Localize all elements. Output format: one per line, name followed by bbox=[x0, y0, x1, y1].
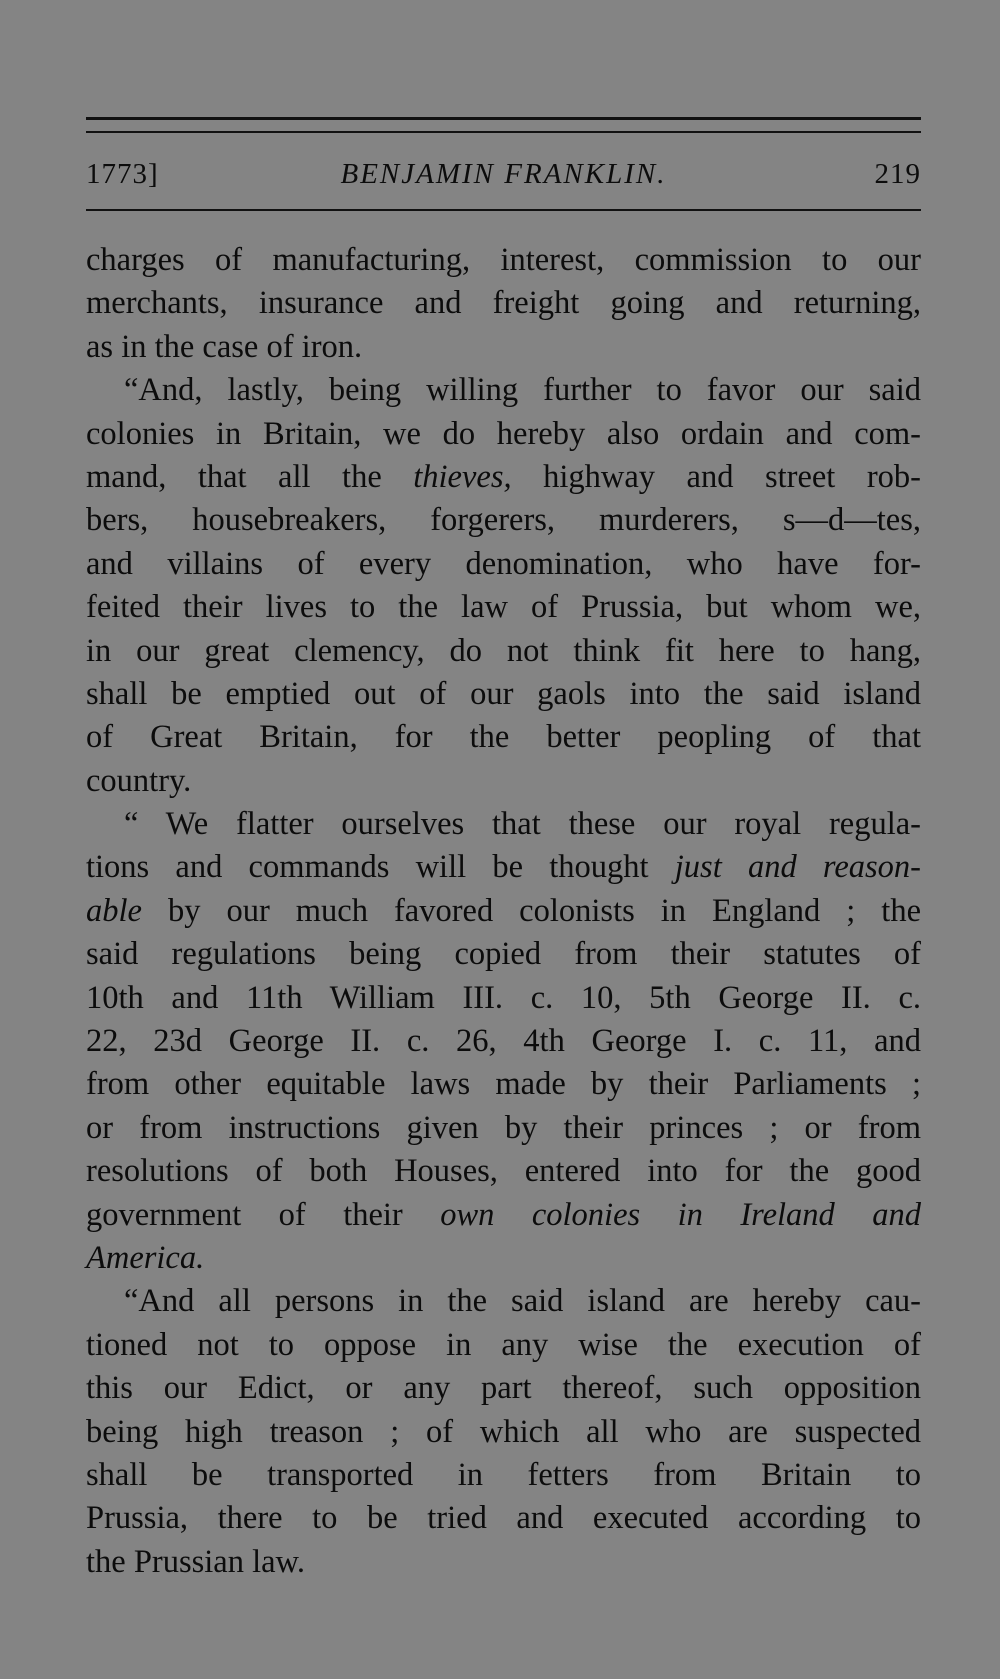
text-line: in our great clemency, do not think fit here to hang, bbox=[86, 632, 921, 669]
text-line bbox=[86, 456, 921, 499]
text-line bbox=[86, 1194, 921, 1237]
text-line: the Prussian law. bbox=[86, 1543, 306, 1580]
running-head-title: BENJAMIN FRANKLIN. bbox=[340, 158, 667, 190]
italic-text: just and reason- bbox=[674, 849, 922, 886]
text-line bbox=[86, 890, 921, 933]
text-line: bers, housebreakers, forgerers, murderers, s—d—tes, bbox=[86, 502, 921, 539]
text-line bbox=[86, 1237, 921, 1280]
header-rule-bottom bbox=[86, 209, 921, 211]
text-line bbox=[86, 846, 921, 889]
text-line: colonies in Britain, we do hereby also ordain and com- bbox=[86, 415, 921, 452]
text-line: resolutions of both Houses, entered into for the good bbox=[86, 1153, 921, 1190]
text-line: from other equitable laws made by their Parliaments ; bbox=[86, 1066, 921, 1103]
page-number: 219 bbox=[874, 158, 921, 190]
text-line: “And, lastly, being willing further to favor our said bbox=[124, 372, 921, 409]
italic-text: America. bbox=[86, 1239, 205, 1276]
text-line: charges of manufacturing, interest, commission to our bbox=[86, 242, 921, 278]
header-rule-top bbox=[86, 117, 921, 120]
italic-text: own colonies in Ireland and bbox=[440, 1196, 921, 1233]
text-line: as in the case of iron. bbox=[86, 328, 363, 365]
text-run: by our much favored colonists in England ; the bbox=[167, 892, 922, 929]
running-head bbox=[86, 152, 921, 196]
body-text bbox=[86, 239, 921, 1584]
text-line: “ We flatter ourselves that these our royal regula- bbox=[124, 806, 921, 843]
text-line: or from instructions given by their princes ; or from bbox=[86, 1109, 921, 1146]
text-line: and villains of every denomination, who have for- bbox=[86, 545, 921, 582]
italic-text: able bbox=[86, 892, 142, 929]
text-line: “And all persons in the said island are hereby cau- bbox=[124, 1283, 921, 1320]
header-rule-second bbox=[86, 131, 921, 133]
text-run: mand, that all the bbox=[86, 458, 382, 495]
text-line: said regulations being copied from their statutes of bbox=[86, 936, 921, 973]
text-line: of Great Britain, for the better peopling of that bbox=[86, 719, 921, 756]
text-line: this our Edict, or any part thereof, such opposition bbox=[86, 1370, 921, 1407]
text-line: shall be transported in fetters from Britain to bbox=[86, 1456, 921, 1493]
text-line: 10th and 11th William III. c. 10, 5th George II. c. bbox=[86, 979, 921, 1016]
text-line: Prussia, there to be tried and executed according to bbox=[86, 1500, 921, 1537]
text-line: being high treason ; of which all who are suspected bbox=[86, 1413, 921, 1450]
text-line: shall be emptied out of our gaols into the said island bbox=[86, 675, 921, 712]
text-line: tioned not to oppose in any wise the execution of bbox=[86, 1326, 921, 1363]
text-run: highway and street rob- bbox=[543, 458, 921, 495]
text-line: merchants, insurance and freight going and returning, bbox=[86, 285, 921, 322]
text-run: tions and commands will be thought bbox=[86, 849, 649, 886]
running-head-year: 1773] bbox=[86, 158, 159, 190]
text-line: 22, 23d George II. c. 26, 4th George I. c. 11, and bbox=[86, 1023, 921, 1060]
italic-text: thieves, bbox=[413, 458, 512, 495]
text-line: country. bbox=[86, 762, 192, 799]
text-run: government of their bbox=[86, 1196, 403, 1233]
text-line: feited their lives to the law of Prussia, but whom we, bbox=[86, 589, 921, 626]
